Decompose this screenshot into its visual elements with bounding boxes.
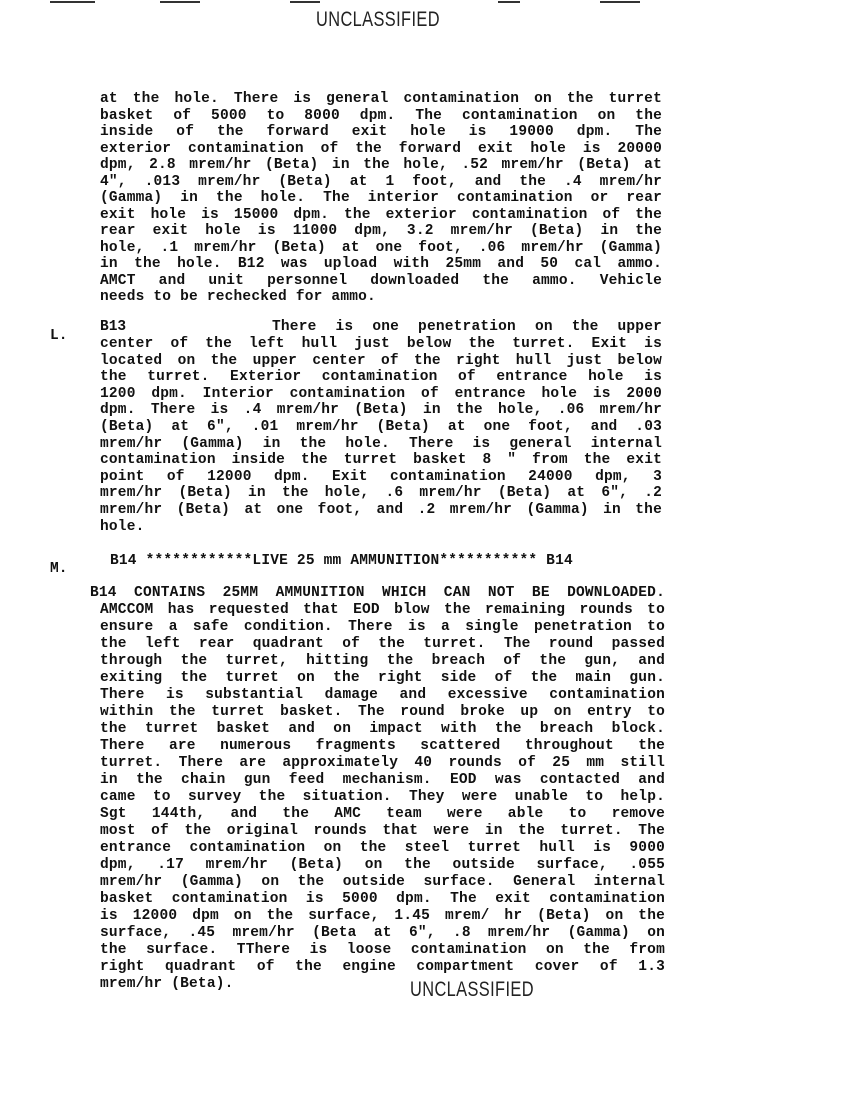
paragraph-line: AMCCOM has requested that EOD blow the remaining rounds to: [100, 602, 665, 618]
paragraph-line: There is substantial damage and excessive contamination: [100, 687, 665, 703]
paragraph-line: turret. There are approximately 40 rounds of 25 mm still: [100, 755, 665, 771]
section-heading-b14: B14 ************LIVE 25 mm AMMUNITION*********** B14: [110, 553, 573, 569]
paragraph-line: most of the original rounds that were in the turret. The: [100, 823, 665, 839]
paragraph-line: exterior contamination of the forward exit hole is 20000: [100, 140, 662, 157]
paragraph-line: at the hole. There is general contamination on the turret: [100, 91, 662, 107]
paragraph-line: within the turret basket. The round broke up on entry to: [100, 704, 665, 720]
scan-artifact: [160, 1, 200, 3]
paragraph-line: B14 CONTAINS 25MM AMMUNITION WHICH CAN NOT BE DOWNLOADED.: [90, 585, 665, 601]
paragraph-line: entrance contamination on the steel turret hull is 9000: [100, 840, 665, 856]
section-marker-l: L.: [50, 328, 68, 344]
paragraph-line: There is one penetration on the upper: [272, 319, 662, 335]
paragraph-line: dpm, 2.8 mrem/hr (Beta) in the hole, .52 mrem/hr (Beta) at: [100, 157, 662, 173]
paragraph-line: dpm, .17 mrem/hr (Beta) on the outside surface, .055: [100, 857, 665, 873]
paragraph-line: (Beta) at 6", .01 mrem/hr (Beta) at one foot, and .03: [100, 419, 662, 435]
paragraph-line: ensure a safe condition. There is a single penetration to: [100, 619, 665, 635]
paragraph-line: basket contamination is 5000 dpm. The exit contamination: [100, 891, 665, 907]
paragraph-line: 4", .013 mrem/hr (Beta) at 1 foot, and the .4 mrem/hr: [100, 173, 662, 190]
paragraph-line: came to survey the situation. They were unable to help.: [100, 789, 665, 805]
paragraph-line: hole.: [100, 518, 145, 535]
paragraph-line: mrem/hr (Beta).: [100, 976, 234, 992]
paragraph-line: AMCT and unit personnel downloaded the ammo. Vehicle: [100, 272, 662, 289]
vehicle-id-b13: B13: [100, 319, 127, 335]
scan-artifact: [600, 1, 640, 3]
paragraph-line: mrem/hr (Beta) at one foot, and .2 mrem/hr (Gamma) in the: [100, 502, 662, 518]
paragraph-line: mrem/hr (Gamma) in the hole. There is general internal: [100, 435, 662, 452]
paragraph-line: located on the upper center of the right hull just below: [100, 352, 662, 369]
scan-artifact: [498, 1, 520, 3]
paragraph-line: inside of the forward exit hole is 19000 dpm. The: [100, 124, 662, 140]
paragraph-line: dpm. There is .4 mrem/hr (Beta) in the hole, .06 mrem/hr: [100, 402, 662, 419]
paragraph-line: surface, .45 mrem/hr (Beta at 6", .8 mrem/hr (Gamma) on: [100, 925, 665, 941]
paragraph-line: 1200 dpm. Interior contamination of entrance hole is 2000: [100, 385, 662, 402]
section-marker-m: M.: [50, 561, 68, 577]
paragraph-line: (Gamma) in the hole. The interior contamination or rear: [100, 190, 662, 206]
scan-artifact: [290, 1, 320, 3]
paragraph-line: exit hole is 15000 dpm. the exterior contamination of the: [100, 206, 662, 223]
paragraph-line: contamination inside the turret basket 8 " from the exit: [100, 452, 662, 469]
paragraph-line: hole, .1 mrem/hr (Beta) at one foot, .06 mrem/hr (Gamma): [100, 239, 662, 256]
paragraph-line: mrem/hr (Gamma) on the outside surface. General internal: [100, 874, 665, 890]
paragraph-line: the turret. Exterior contamination of entrance hole is: [100, 369, 662, 386]
paragraph-line: There are numerous fragments scattered throughout the: [100, 738, 665, 754]
paragraph-line: mrem/hr (Beta) in the hole, .6 mrem/hr (Beta) at 6", .2: [100, 485, 662, 502]
paragraph-line: rear exit hole is 11000 dpm, 3.2 mrem/hr (Beta) in the: [100, 223, 662, 239]
paragraph-line: right quadrant of the engine compartment cover of 1.3: [100, 959, 665, 975]
paragraph-line: the turret basket and on impact with the breach block.: [100, 721, 665, 737]
paragraph-line: is 12000 dpm on the surface, 1.45 mrem/ hr (Beta) on the: [100, 908, 665, 924]
scan-artifact: [50, 1, 95, 3]
paragraph-line: in the chain gun feed mechanism. EOD was contacted and: [100, 772, 665, 788]
paragraph-line: through the turret, hitting the breach of the gun, and: [100, 653, 665, 669]
paragraph-line: point of 12000 dpm. Exit contamination 24000 dpm, 3: [100, 468, 662, 485]
paragraph-line: Sgt 144th, and the AMC team were able to remove: [100, 806, 665, 822]
paragraph-line: needs to be rechecked for ammo.: [100, 289, 376, 305]
paragraph-line: exiting the turret on the right side of the main gun.: [100, 670, 665, 686]
paragraph-line: the left rear quadrant of the turret. The round passed: [100, 636, 665, 652]
classification-header: UNCLASSIFIED: [316, 8, 440, 31]
paragraph-line: the surface. TThere is loose contamination on the from: [100, 942, 665, 958]
paragraph-line: in the hole. B12 was upload with 25mm and 50 cal ammo.: [100, 256, 662, 272]
paragraph-line: center of the left hull just below the turret. Exit is: [100, 336, 662, 352]
paragraph-line: basket of 5000 to 8000 dpm. The contamination on the: [100, 107, 662, 124]
classification-footer: UNCLASSIFIED: [410, 978, 534, 1001]
